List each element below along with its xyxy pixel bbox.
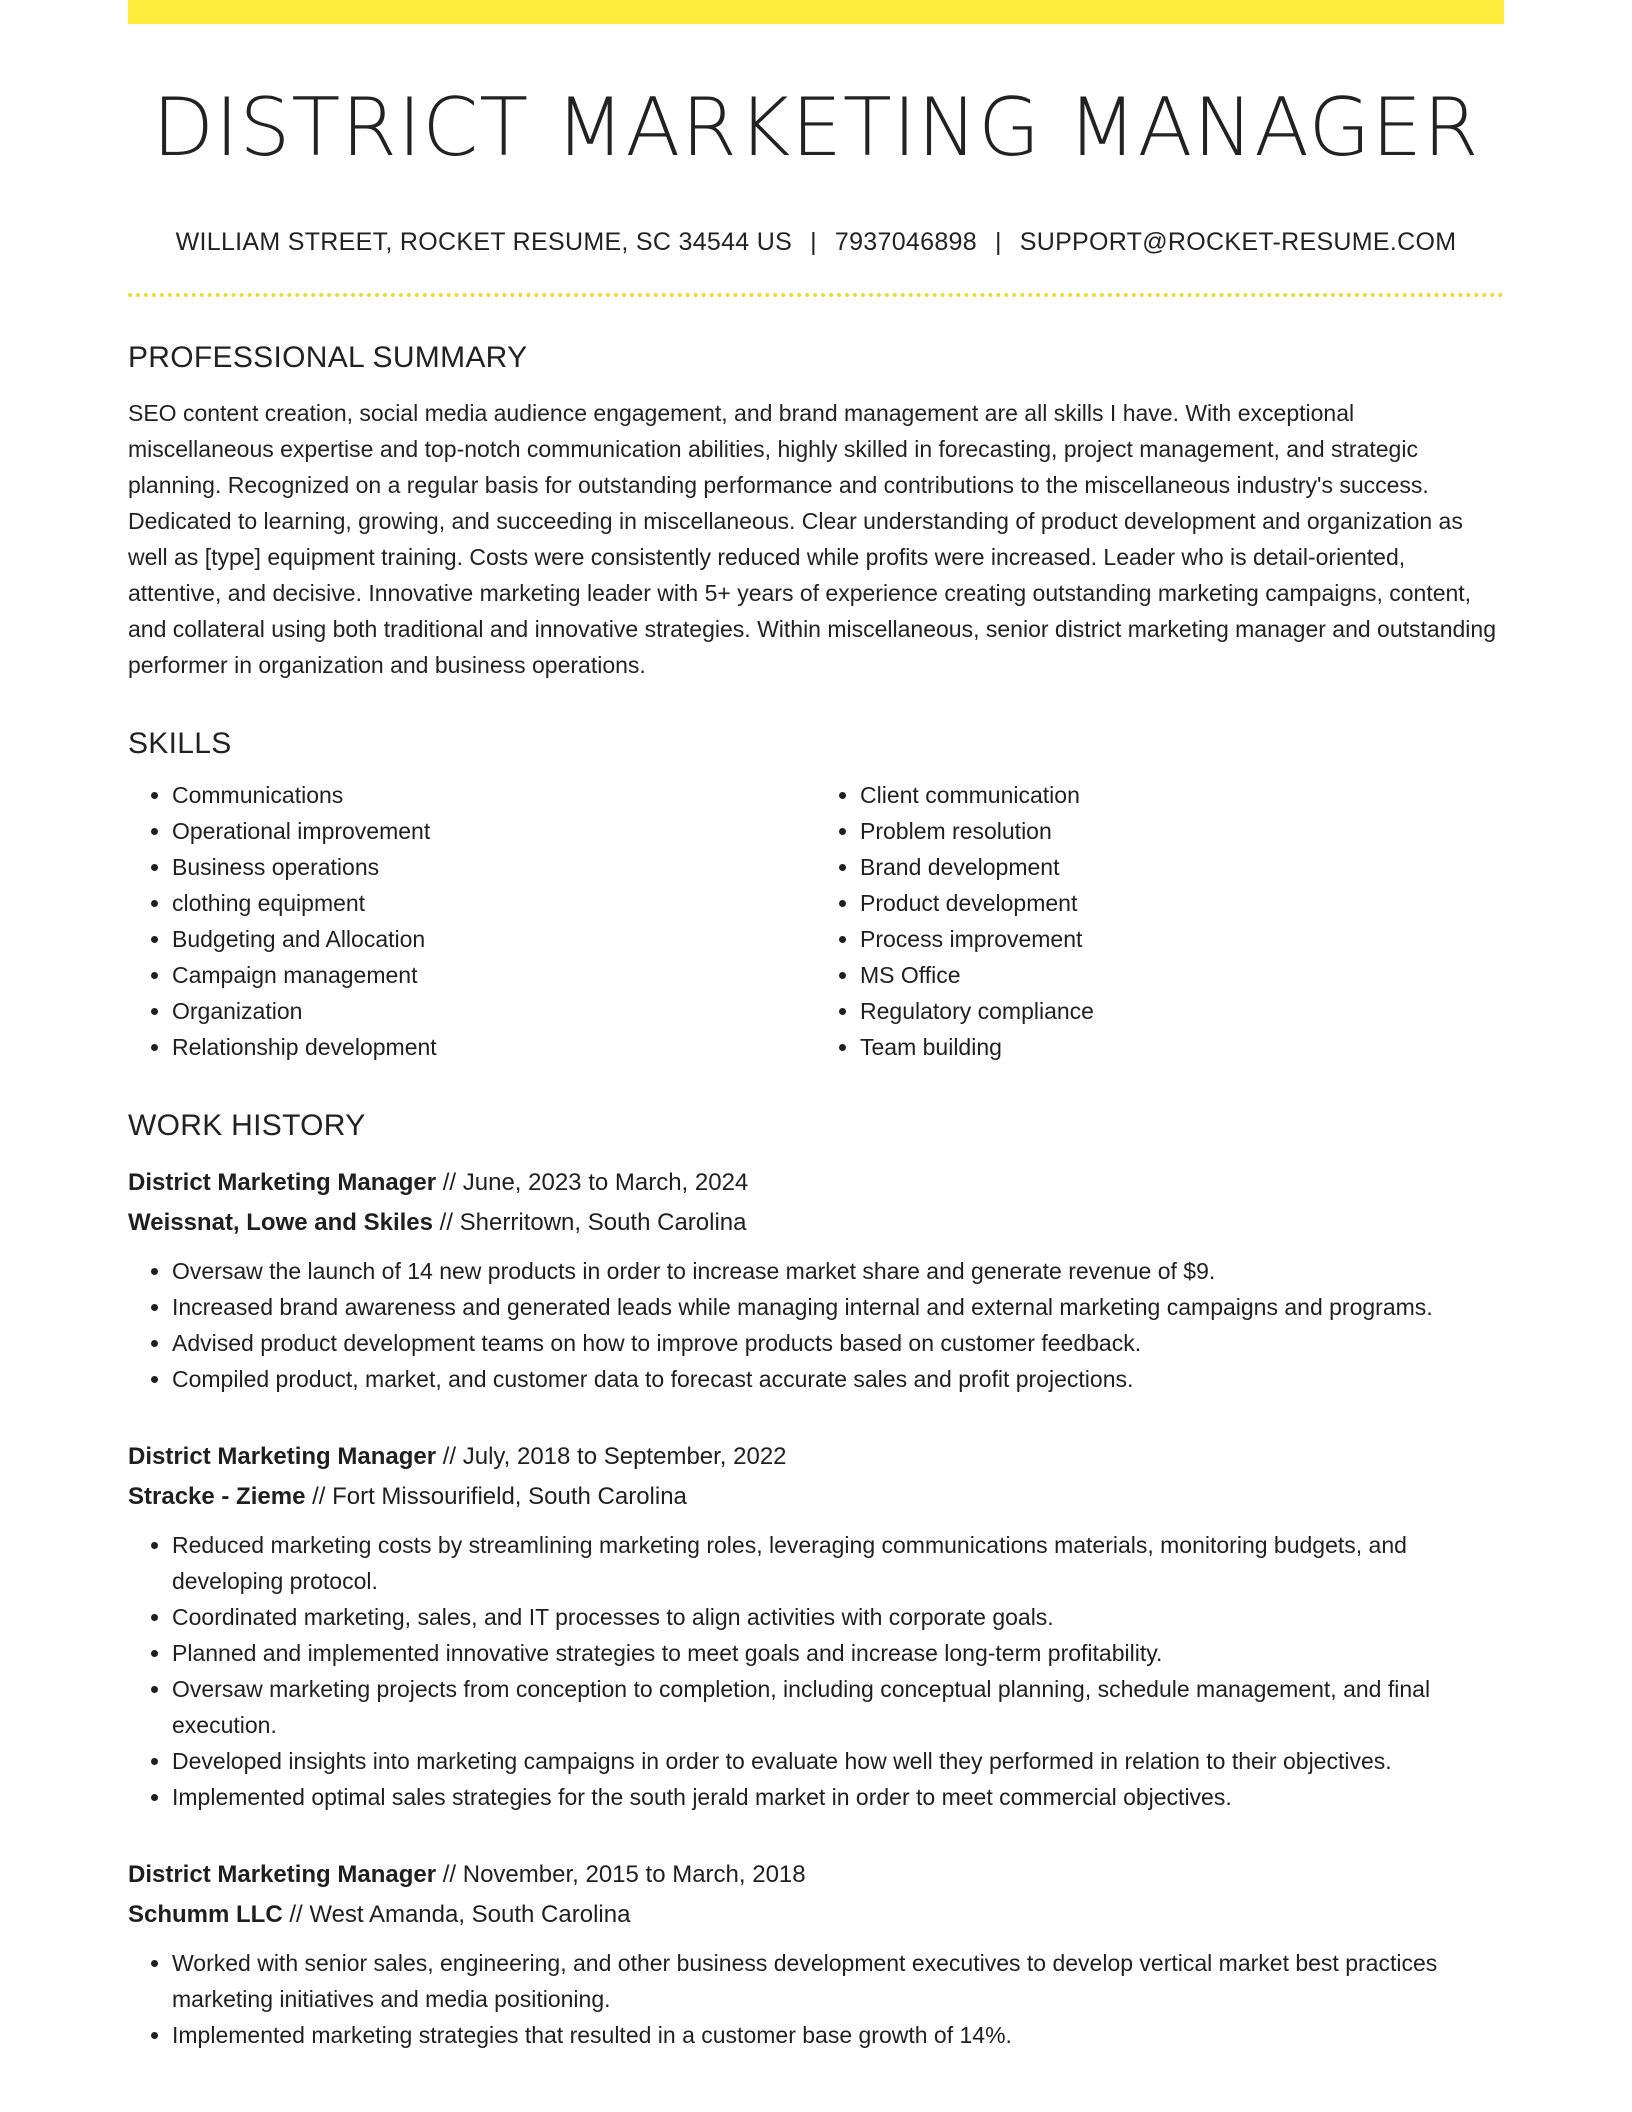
job-title-line [128, 1437, 1504, 1477]
contact-phone: 7937046898 [834, 228, 977, 256]
accent-bar [128, 0, 1504, 24]
summary-text: SEO content creation, social media audience engagement, and brand management are all skills I have. With exceptional miscellaneous expertise and top-notch communication abilities, highly skilled in forecasting, project management, and strategic planning. Recognized on a regular basis for outstanding performance and contributions to the miscellaneous industry's success. Dedicated to learning, growing, and succeeding in miscellaneous. Clear understanding of product development and organization as well as [type] equipment training. Costs were consistently reduced while profits were increased. Leader who is detail-oriented, attentive, and decisive. Innovative marketing leader with 5+ years of experience creating outstanding marketing campaigns, content, and collateral using both traditional and innovative strategies. Within miscellaneous, senior district marketing manager and outstanding performer in organization and business operations. [128, 400, 1496, 678]
job-bullet: • Oversaw the launch of 14 new products in order to increase market share and generate revenue of $9. [172, 1253, 1504, 1289]
job-entry [128, 1855, 1504, 2053]
work-history-heading: WORK HISTORY [128, 1109, 366, 1142]
job-bullet: • Developed insights into marketing campaigns in order to evaluate how well they performed in relation to their objectives. [172, 1743, 1504, 1779]
job-bullet: • Implemented marketing strategies that resulted in a customer base growth of 14%. [172, 2017, 1504, 2053]
skill-item: • Process improvement [860, 921, 1504, 957]
job-role: District Marketing Manager [128, 1861, 437, 1888]
job-bullets [128, 1253, 1504, 1397]
skill-item: • MS Office [860, 957, 1504, 993]
job-bullet: • Reduced marketing costs by streamlining marketing roles, leveraging communications materials, monitoring budgets, and developing protocol. [172, 1527, 1504, 1599]
skill-item: • Operational improvement [172, 813, 816, 849]
summary-heading: PROFESSIONAL SUMMARY [128, 341, 528, 374]
skill-item: • Business operations [172, 849, 816, 885]
skill-item: • Relationship development [172, 1029, 816, 1065]
job-bullet: • Worked with senior sales, engineering, and other business development executives to develop vertical market best practices marketing initiatives and media positioning. [172, 1945, 1504, 2017]
skill-item: • Communications [172, 777, 816, 813]
contact-address: WILLIAM STREET, ROCKET RESUME, SC 34544 US [175, 228, 793, 256]
job-bullet: • Coordinated marketing, sales, and IT processes to align activities with corporate goals. [172, 1599, 1504, 1635]
job-bullet: • Advised product development teams on how to improve products based on customer feedback. [172, 1325, 1504, 1361]
skills-heading: SKILLS [128, 727, 232, 760]
contact-separator: | [810, 228, 817, 256]
skill-item: • Team building [860, 1029, 1504, 1065]
skill-item: • Problem resolution [860, 813, 1504, 849]
job-role: District Marketing Manager [128, 1169, 437, 1196]
contact-separator: | [994, 228, 1002, 256]
job-company-line [128, 1895, 1504, 1935]
skills-list [128, 777, 1504, 1065]
job-bullet: • Implemented optimal sales strategies for the south jerald market in order to meet commercial objectives. [172, 1779, 1504, 1815]
job-bullet: • Planned and implemented innovative strategies to meet goals and increase long-term profitability. [172, 1635, 1504, 1671]
job-dates: // June, 2023 to March, 2024 [436, 1169, 749, 1196]
job-role: District Marketing Manager [128, 1443, 437, 1470]
job-bullet: • Increased brand awareness and generated leads while managing internal and external marketing campaigns and programs. [172, 1289, 1504, 1325]
skills-column-left [128, 777, 816, 1065]
skill-item: • Regulatory compliance [860, 993, 1504, 1029]
job-entry [128, 1437, 1504, 1815]
job-bullets [128, 1945, 1504, 2053]
job-title-line [128, 1163, 1504, 1203]
resume-title: DISTRICT MARKETING MANAGER [152, 81, 1480, 174]
job-company: Stracke - Zieme [128, 1483, 306, 1510]
job-company: Weissnat, Lowe and Skiles [128, 1209, 433, 1236]
job-location: // West Amanda, South Carolina [282, 1901, 631, 1928]
job-bullet: • Compiled product, market, and customer data to forecast accurate sales and profit projections. [172, 1361, 1504, 1397]
job-entry [128, 1163, 1504, 1397]
skills-column-right [816, 777, 1504, 1065]
job-dates: // July, 2018 to September, 2022 [436, 1443, 787, 1470]
job-company: Schumm LLC [128, 1901, 283, 1928]
skill-item: • clothing equipment [172, 885, 816, 921]
resume-page [128, 0, 1504, 2053]
job-location: // Sherritown, South Carolina [433, 1209, 747, 1236]
job-location: // Fort Missourifield, South Carolina [305, 1483, 687, 1510]
skill-item: • Organization [172, 993, 816, 1029]
skill-item: • Budgeting and Allocation [172, 921, 816, 957]
job-dates: // November, 2015 to March, 2018 [436, 1861, 806, 1888]
skill-item: • Brand development [860, 849, 1504, 885]
job-company-line [128, 1203, 1504, 1243]
skill-item: • Campaign management [172, 957, 816, 993]
job-title-line [128, 1855, 1504, 1895]
job-company-line [128, 1477, 1504, 1517]
skill-item: • Client communication [860, 777, 1504, 813]
skill-item: • Product development [860, 885, 1504, 921]
job-bullets [128, 1527, 1504, 1815]
contact-line [128, 228, 1504, 257]
header-divider [128, 293, 1504, 297]
job-bullet: • Oversaw marketing projects from conception to completion, including conceptual planning, schedule management, and final execution. [172, 1671, 1504, 1743]
contact-email: SUPPORT@ROCKET-RESUME.COM [1019, 228, 1457, 256]
